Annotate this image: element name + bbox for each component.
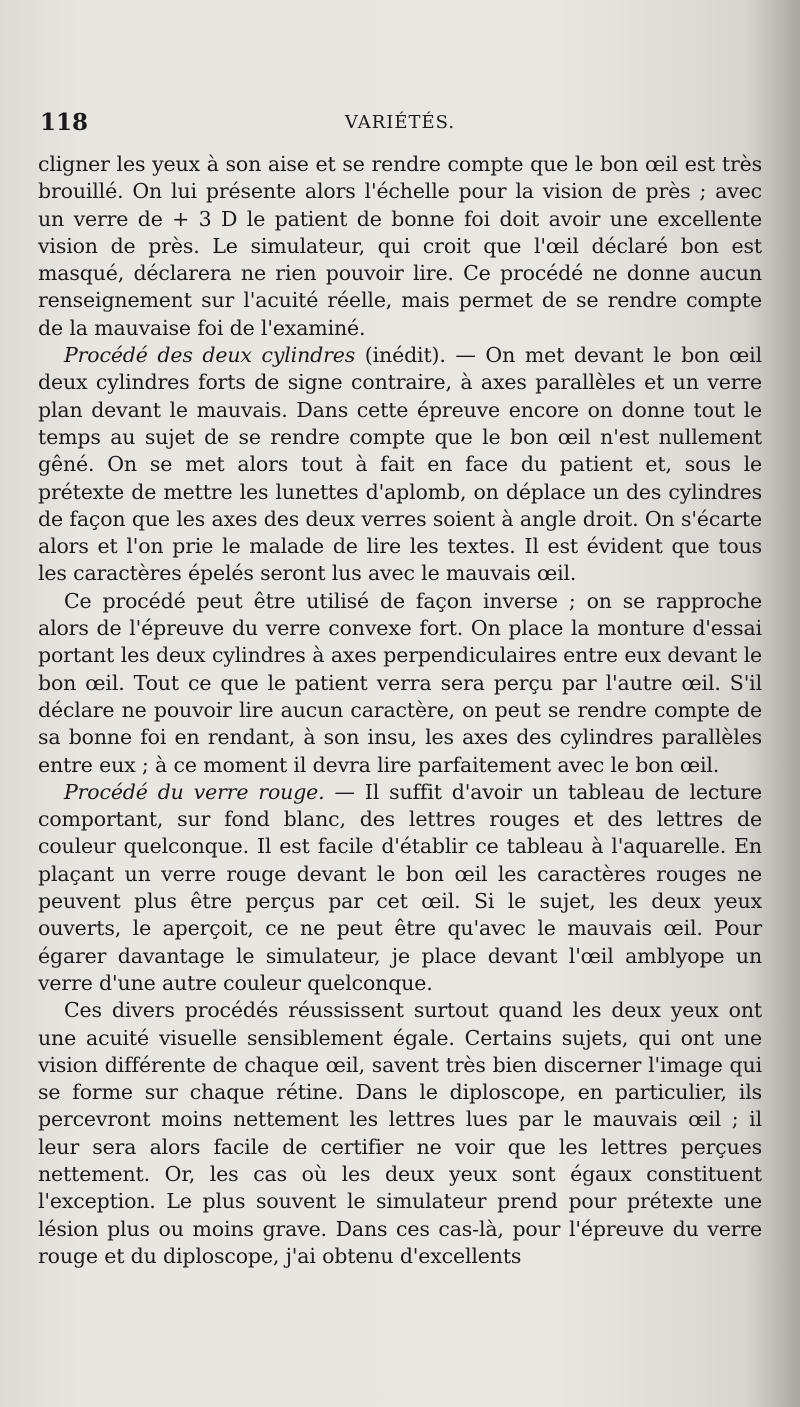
running-title: VARIÉTÉS.	[344, 112, 456, 133]
paragraph	[38, 342, 762, 588]
paragraph-text: (inédit). — On met devant le bon œil deux cylindres forts de signe contraire, à axes parallèles et un verre plan devant le mauvais. Dans cette épreuve encore on donne tout le temps au sujet de se rendre compte que le bon œil n'est nullement gêné. On se met alors tout à fait en face du patient et, sous le prétexte de mettre les lunettes d'aplomb, on déplace un des cylindres de façon que les axes des deux verres soient à angle droit. On s'écarte alors et l'on prie le malade de lire les textes. Il est évident que tous les caractères épelés seront lus avec le mauvais œil.	[38, 343, 762, 586]
page-number: 118	[40, 109, 89, 136]
body-text	[38, 151, 762, 1270]
paragraph-lead: Procédé du verre rouge.	[64, 779, 325, 804]
page-header	[38, 103, 762, 151]
paragraph	[38, 997, 762, 1270]
paragraph	[38, 151, 762, 342]
paragraph-text: Ce procédé peut être utilisé de façon inverse ; on se rapproche alors de l'épreuve du verre convexe fort. On place la monture d'essai portant les deux cylindres à axes perpendiculaires entre eux devant le bon œil. Tout ce que le patient verra sera perçu par l'autre œil. S'il déclare ne pouvoir lire aucun caractère, on peut se rendre compte de sa bonne foi en rendant, à son insu, les axes des cylindres parallèles entre eux ; à ce moment il devra lire parfaitement avec le bon œil.	[38, 588, 762, 777]
paragraph	[38, 588, 762, 779]
paragraph-text: cligner les yeux à son aise et se rendre compte que le bon œil est très brouillé. On lui présente alors l'échelle pour la vision de près ; avec un verre de + 3 D le patient de bonne foi doit avoir une excellente vision de près. Le simulateur, qui croit que l'œil déclaré bon est masqué, déclarera ne rien pouvoir lire. Ce procédé ne donne aucun renseignement sur l'acuité réelle, mais permet de se rendre compte de la mauvaise foi de l'examiné.	[38, 152, 762, 340]
paragraph-text: Ces divers procédés réussissent surtout quand les deux yeux ont une acuité visuelle sensiblement égale. Certains sujets, qui ont une vision différente de chaque œil, savent très bien discerner l'image qui se forme sur chaque rétine. Dans le diploscope, en particulier, ils percevront moins nettement les lettres lues par le mauvais œil ; il leur sera alors facile de certifier ne voir que les lettres perçues nettement. Or, les cas où les deux yeux sont égaux constituent l'exception. Le plus souvent le simulateur prend pour prétexte une lésion plus ou moins grave. Dans ces cas-là, pour l'épreuve du verre rouge et du diploscope, j'ai obtenu d'excellents	[38, 998, 762, 1268]
paragraph-text: — Il suffit d'avoir un tableau de lecture comportant, sur fond blanc, des lettres rouges et des lettres de couleur quelconque. Il est facile d'établir ce tableau à l'aquarelle. En plaçant un verre rouge devant le bon œil les caractères rouges ne peuvent plus être perçus par cet œil. Si le sujet, les deux yeux ouverts, le aperçoit, ce ne peut être qu'avec le mauvais œil. Pour égarer davantage le simulateur, je place devant l'œil amblyope un verre d'une autre couleur quelconque.	[38, 779, 762, 995]
paragraph	[38, 779, 762, 997]
paragraph-lead: Procédé des deux cylindres	[64, 343, 356, 368]
